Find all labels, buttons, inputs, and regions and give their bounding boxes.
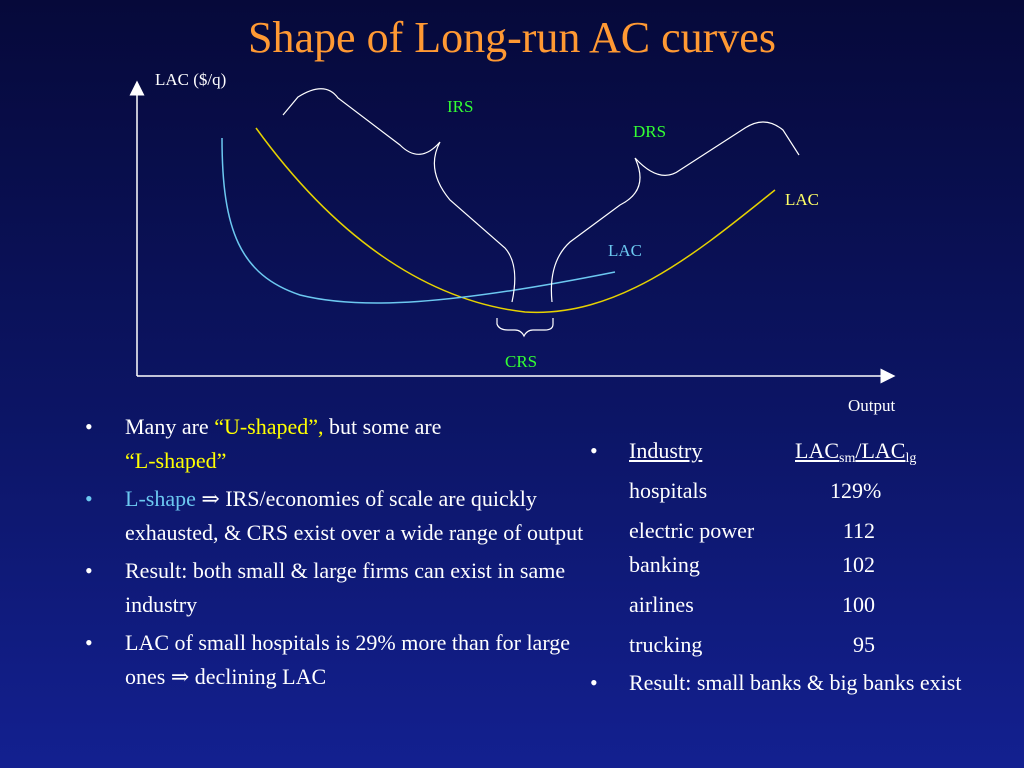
bullet-dot: • [85,414,93,439]
bullet-text: LAC of small hospitals is 29% more than for large ones [125,630,571,689]
x-axis-label: Output [848,396,896,415]
lac-u-curve-label: LAC [785,190,819,209]
implies-arrow-icon: ⇒ [201,486,220,511]
bullet-text: declining LAC [189,664,327,689]
l-shaped-highlight: “L-shaped” [125,448,227,473]
row-industry: hospitals [629,478,708,503]
table-row [590,514,1010,548]
row-value: 112 [842,518,875,543]
bullet-u-shaped [85,410,585,478]
row-industry: electric power [629,518,755,543]
bullet-text: Result: both small & large firms can exist in same industry [125,558,566,617]
l-shape-highlight: L-shape [125,486,196,511]
bullet-result [85,554,585,622]
drs-brace [551,122,799,302]
row-value: 100 [842,592,875,617]
industry-table [590,434,1010,700]
u-shaped-lac-curve [256,128,775,312]
result-text: Result: small banks & big banks exist [629,670,962,695]
header-lac-text: LAC [795,438,839,463]
left-bullet-list [85,410,585,698]
crs-label: CRS [505,352,538,371]
table-row [590,474,1010,508]
table-row [590,628,1010,662]
bullet-dot: • [85,558,93,583]
table-header [590,434,1010,468]
irs-label: IRS [447,97,474,116]
header-sub-sm: sm [839,451,856,466]
bullet-l-shape [85,482,585,550]
bullet-text: IRS/economies of scale are quickly exhausted, & CRS exist over a wide range of output [125,486,584,545]
row-industry: airlines [629,592,694,617]
crs-brace [497,318,553,336]
bullet-text: but some are [323,414,442,439]
bullet-text: Many are [125,414,215,439]
implies-arrow-icon: ⇒ [170,664,190,689]
drs-label: DRS [633,122,667,141]
bullet-dot: • [85,486,93,511]
irs-brace [283,89,515,302]
table-row [590,588,1010,622]
header-lac-ratio [795,434,916,468]
row-value: 129% [830,478,882,503]
slide-title: Shape of Long-run AC curves [248,13,776,62]
bullet-dot: • [590,438,598,463]
result-banks [590,666,1010,700]
y-axis-label: LAC ($/q) [155,70,227,89]
row-industry: banking [629,552,700,577]
header-industry: Industry [629,438,703,463]
u-shaped-highlight: “U-shaped”, [214,414,324,439]
bullet-dot: • [85,630,93,655]
bullet-dot: • [590,670,598,695]
table-row [590,548,1010,582]
bullet-hospitals [85,626,585,694]
header-lac-text-2: /LAC [855,438,906,463]
lac-l-curve-label: LAC [608,241,642,260]
row-industry: trucking [629,632,703,657]
row-value: 95 [853,632,875,657]
row-value: 102 [842,552,875,577]
header-sub-lg: lg [905,451,917,466]
